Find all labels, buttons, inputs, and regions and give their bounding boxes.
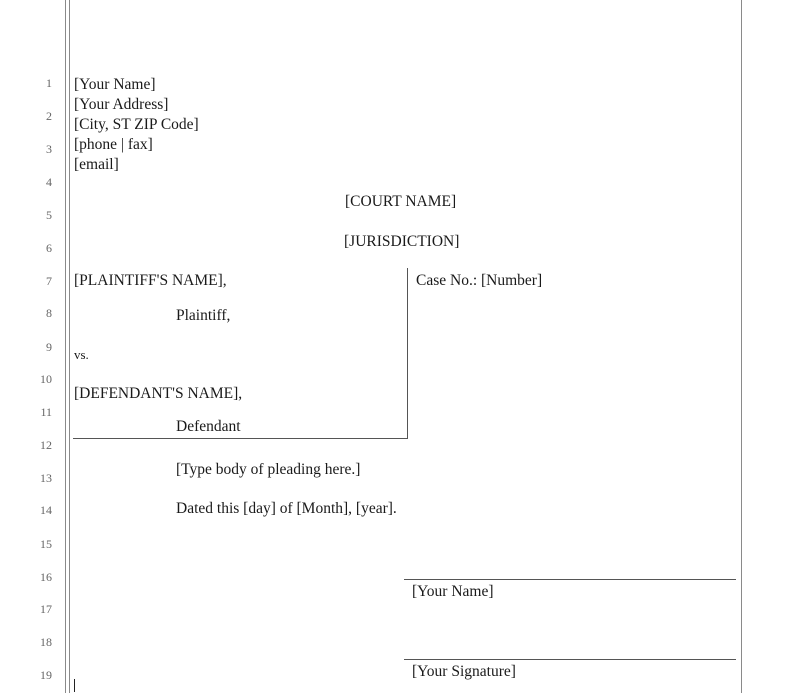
line-number: 19 [40, 668, 52, 682]
line-number: 3 [46, 142, 52, 156]
defendant-label[interactable]: Defendant [176, 418, 241, 435]
line-number: 9 [46, 340, 52, 354]
line-number: 13 [40, 471, 52, 485]
header-address[interactable]: [Your Address] [74, 96, 169, 113]
header-name[interactable]: [Your Name] [74, 76, 156, 93]
left-margin-rule-inner [69, 0, 70, 693]
plaintiff-name[interactable]: [PLAINTIFF'S NAME], [74, 272, 227, 289]
right-margin-rule [741, 0, 742, 693]
left-margin-rule-outer [65, 0, 66, 693]
pleading-body[interactable]: [Type body of pleading here.] [176, 461, 361, 478]
line-number: 6 [46, 241, 52, 255]
line-number: 18 [40, 635, 52, 649]
header-email[interactable]: [email] [74, 156, 119, 173]
line-number: 17 [40, 602, 52, 616]
header-city[interactable]: [City, ST ZIP Code] [74, 116, 199, 133]
line-number: 15 [40, 537, 52, 551]
line-number: 11 [40, 405, 52, 419]
defendant-name[interactable]: [DEFENDANT'S NAME], [74, 385, 243, 402]
court-jurisdiction[interactable]: [JURISDICTION] [344, 233, 460, 250]
signature-text[interactable]: [Your Signature] [412, 663, 516, 680]
caption-divider [407, 268, 408, 438]
line-number: 5 [46, 208, 52, 222]
header-phone[interactable]: [phone | fax] [74, 136, 153, 153]
name-signature-line [404, 579, 736, 580]
text-cursor [74, 679, 75, 692]
line-number: 7 [46, 274, 52, 288]
dated-line[interactable]: Dated this [day] of [Month], [year]. [176, 500, 397, 517]
plaintiff-label[interactable]: Plaintiff, [176, 307, 231, 324]
line-number: 10 [40, 372, 52, 386]
line-number: 14 [40, 503, 52, 517]
case-number[interactable]: Case No.: [Number] [416, 272, 543, 289]
line-number: 2 [46, 109, 52, 123]
signature-line [404, 659, 736, 660]
signature-name[interactable]: [Your Name] [412, 583, 494, 600]
line-number: 1 [46, 76, 52, 90]
versus-text[interactable]: vs. [74, 347, 89, 362]
line-number: 16 [40, 570, 52, 584]
court-name[interactable]: [COURT NAME] [345, 193, 457, 210]
line-number: 12 [40, 438, 52, 452]
line-number: 4 [46, 175, 52, 189]
line-number: 8 [46, 306, 52, 320]
caption-bottom-rule [73, 438, 408, 439]
